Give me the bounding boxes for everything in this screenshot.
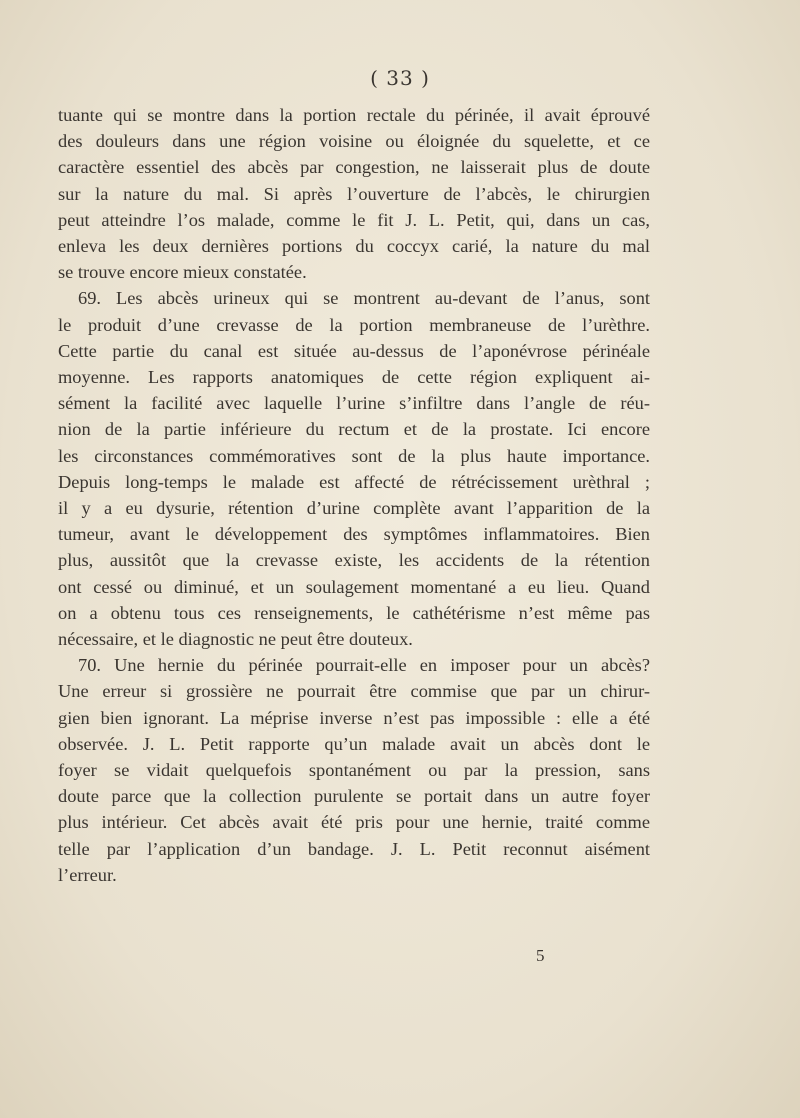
signature-mark: 5 [536,946,545,965]
text-line: Depuis long-temps le malade est affecté de rétrécissement urèthral ; [58,471,650,492]
page-number: ( 33 ) [370,66,430,90]
text-line: peut atteindre l’os malade, comme le fit J. L. Petit, qui, dans un cas, [58,209,650,230]
text-line: le produit d’une crevasse de la portion membraneuse de l’urèthre. [58,314,650,335]
text-line: doute parce que la collection purulente se portait dans un autre foyer [58,786,650,807]
body-text [58,102,650,888]
text-line: on a obtenu tous ces renseignements, le cathétérisme n’est même pas [58,602,650,623]
text-line: nécessaire, et le diagnostic ne peut être douteux. [58,629,413,650]
text-line: sur la nature du mal. Si après l’ouverture de l’abcès, le chirurgien [58,183,650,204]
text-line: tuante qui se montre dans la portion rectale du périnée, il avait éprouvé [58,105,650,125]
text-line: foyer se vidait quelquefois spontanément ou par la pression, sans [58,760,650,781]
text-line: observée. J. L. Petit rapporte qu’un malade avait un abcès dont le [58,733,650,754]
text-line: sément la facilité avec laquelle l’urine s’infiltre dans l’angle de réu- [58,393,650,414]
text-line: il y a eu dysurie, rétention d’urine complète avant l’apparition de la [58,498,650,519]
text-line: l’erreur. [58,864,117,885]
text-line: les circonstances commémoratives sont de la plus haute importance. [58,445,650,466]
text-line: Cette partie du canal est située au-dessus de l’aponévrose périnéale [58,340,650,361]
text-line: enleva les deux dernières portions du coccyx carié, la nature du mal [58,236,650,257]
text-line: gien bien ignorant. La méprise inverse n’est pas impossible : elle a été [58,707,650,728]
text-line: caractère essentiel des abcès par congestion, ne laisserait plus de doute [58,157,650,178]
text-line: 70. Une hernie du périnée pourrait-elle en imposer pour un abcès? [78,655,650,676]
text-line: tumeur, avant le développement des symptômes inflammatoires. Bien [58,524,650,545]
text-line: plus, aussitôt que la crevasse existe, les accidents de la rétention [58,550,650,571]
text-line: des douleurs dans une région voisine ou éloignée du squelette, et ce [58,131,650,152]
text-line: se trouve encore mieux constatée. [58,262,307,283]
text-line: ont cessé ou diminué, et un soulagement momentané a eu lieu. Quand [58,576,650,597]
text-line: moyenne. Les rapports anatomiques de cette région expliquent ai- [58,367,650,388]
text-line: plus intérieur. Cet abcès avait été pris pour une hernie, traité comme [58,812,650,833]
text-line: 69. Les abcès urineux qui se montrent au-devant de l’anus, sont [78,288,650,309]
text-line: Une erreur si grossière ne pourrait être commise que par un chirur- [58,681,650,702]
text-line: nion de la partie inférieure du rectum et de la prostate. Ici encore [58,419,650,440]
text-line: telle par l’application d’un bandage. J. L. Petit reconnut aisément [58,838,650,859]
